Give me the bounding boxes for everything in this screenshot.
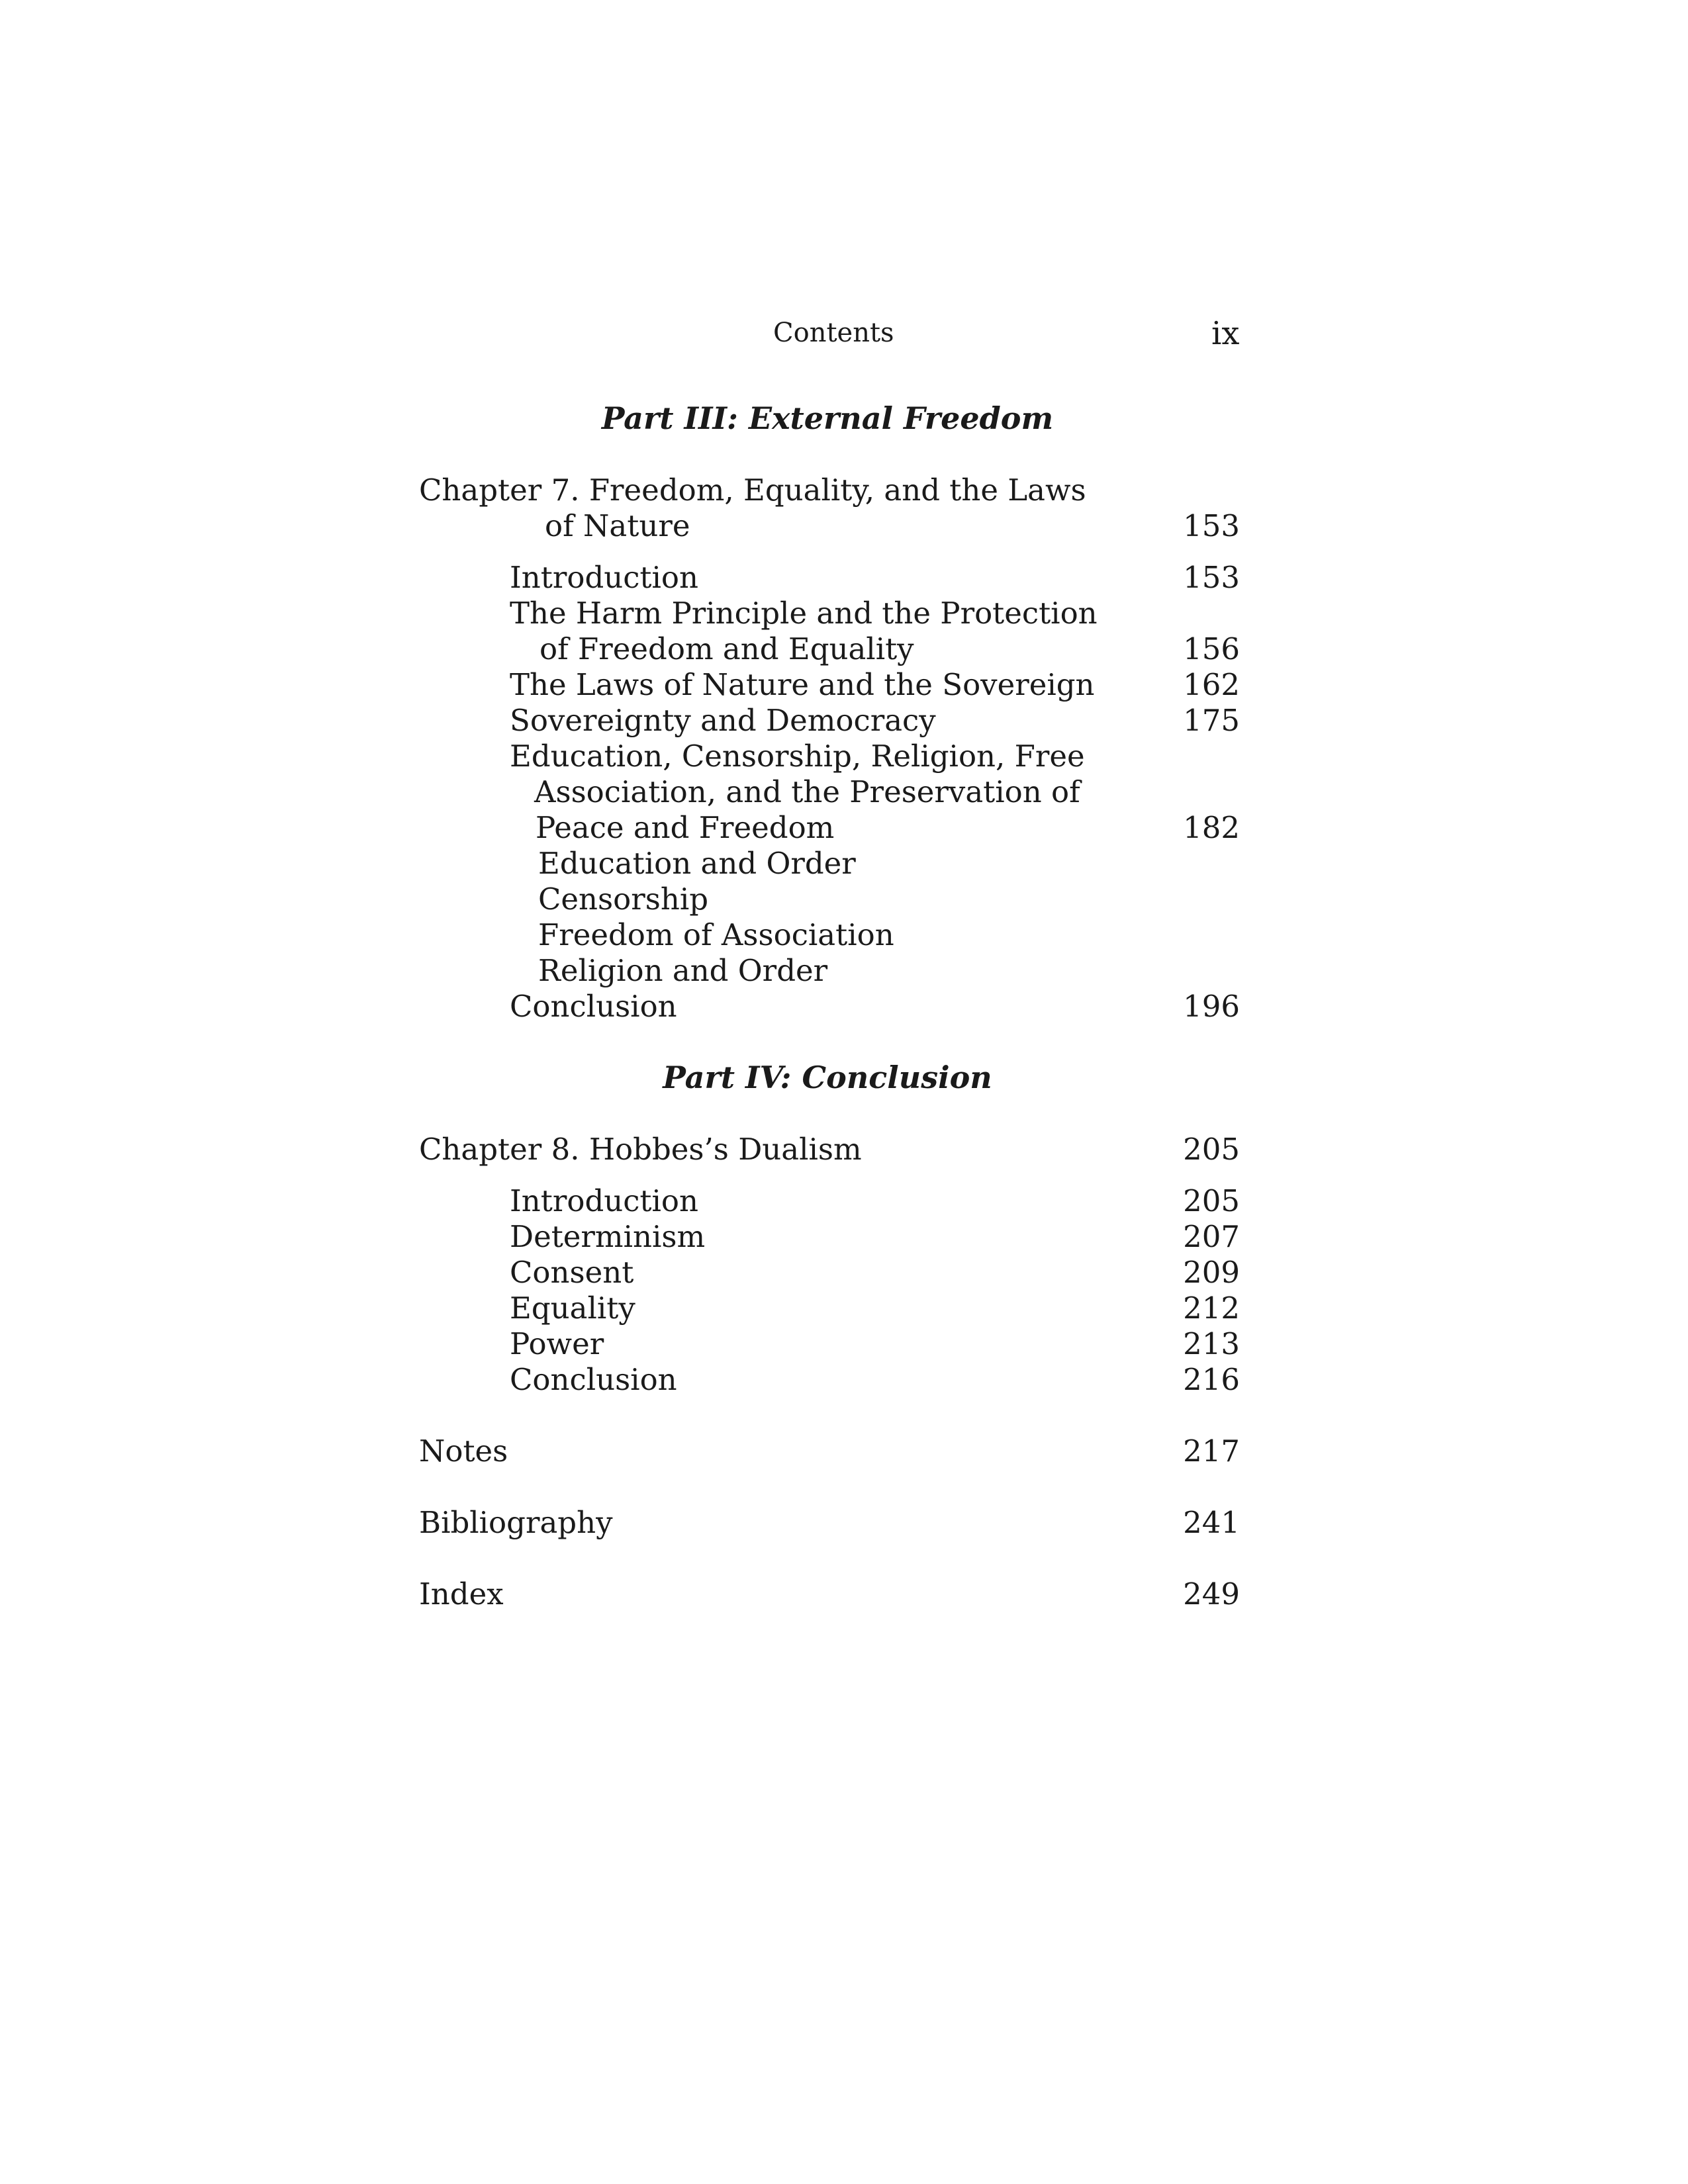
chapter-title-continuation: of Nature <box>545 508 690 543</box>
toc-entry: Equality <box>510 1291 635 1326</box>
back-matter-page: 241 <box>1183 1505 1240 1540</box>
toc-entry: Consent <box>510 1255 634 1290</box>
toc-entry-page: 207 <box>1183 1219 1240 1254</box>
chapter-page-number: 153 <box>1183 508 1240 543</box>
toc-entry-page: 216 <box>1183 1362 1240 1397</box>
toc-subentry: Education and Order <box>538 846 856 881</box>
toc-entry-page: 196 <box>1183 989 1240 1024</box>
back-matter-page: 249 <box>1183 1576 1240 1612</box>
toc-entry-continuation: Peace and Freedom <box>536 810 835 845</box>
toc-entry: Introduction <box>510 1183 698 1218</box>
page-number: ix <box>1211 315 1240 352</box>
toc-entry-page: 213 <box>1183 1326 1240 1361</box>
toc-entry-continuation: Association, and the Preservation of <box>534 774 1080 809</box>
running-head: Contents <box>773 318 894 348</box>
toc-entry-page: 205 <box>1183 1183 1240 1218</box>
back-matter-page: 217 <box>1183 1433 1240 1469</box>
chapter-title: Chapter 7. Freedom, Equality, and the Laws <box>419 473 1086 508</box>
back-matter-entry: Notes <box>419 1433 508 1469</box>
toc-entry: Sovereignty and Democracy <box>510 703 936 738</box>
toc-entry: Conclusion <box>510 1362 677 1397</box>
toc-entry-continuation: of Freedom and Equality <box>539 631 914 666</box>
toc-entry-page: 212 <box>1183 1291 1240 1326</box>
toc-entry-page: 209 <box>1183 1255 1240 1290</box>
toc-subentry: Freedom of Association <box>538 917 894 952</box>
toc-entry: The Harm Principle and the Protection <box>510 596 1098 631</box>
back-matter-entry: Index <box>419 1576 504 1612</box>
chapter-title: Chapter 8. Hobbes’s Dualism <box>419 1132 862 1167</box>
chapter-page-number: 205 <box>1183 1132 1240 1167</box>
toc-entry: Power <box>510 1326 604 1361</box>
toc-entry: The Laws of Nature and the Sovereign <box>510 667 1095 702</box>
toc-entry-page: 175 <box>1183 703 1240 738</box>
toc-entry-page: 153 <box>1183 560 1240 595</box>
toc-entry-page: 182 <box>1183 810 1240 845</box>
toc-subentry: Censorship <box>538 882 709 917</box>
toc-entry-page: 156 <box>1183 631 1240 666</box>
toc-entry: Education, Censorship, Religion, Free <box>510 739 1085 774</box>
toc-entry-page: 162 <box>1183 667 1240 702</box>
back-matter-entry: Bibliography <box>419 1505 613 1540</box>
toc-entry: Determinism <box>510 1219 706 1254</box>
toc-entry: Introduction <box>510 560 698 595</box>
part-heading: Part IV: Conclusion <box>663 1060 992 1095</box>
part-heading: Part III: External Freedom <box>601 400 1054 436</box>
toc-subentry: Religion and Order <box>538 953 828 988</box>
toc-entry: Conclusion <box>510 989 677 1024</box>
